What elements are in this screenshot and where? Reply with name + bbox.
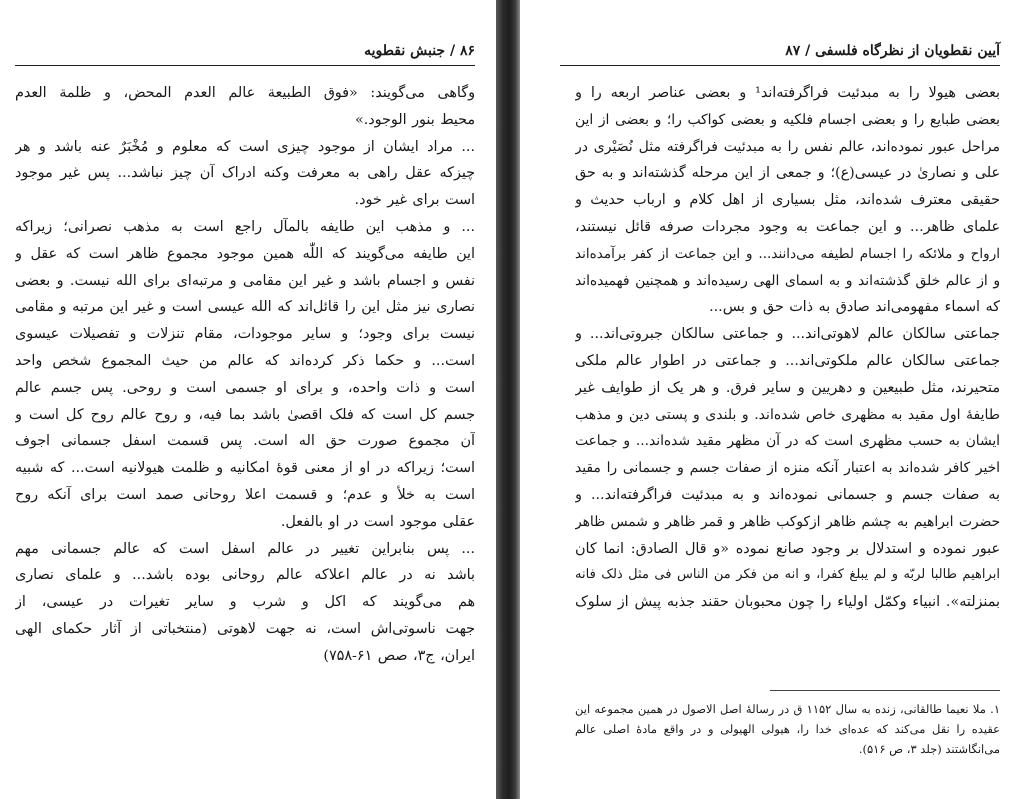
right-page-header: آیین نقطویان از نظرگاه فلسفی / ۸۷ xyxy=(560,30,1000,66)
text-line: جسم کل است که فلک اقصیٰ باشد بما فیه، و روح عالم روح کل است و xyxy=(15,406,475,423)
text-line: است؛ زیراکه در او از معنی قوهٔ امکانیه و ظلمت هیولانیه است... که شبیه xyxy=(15,460,475,477)
right-page xyxy=(520,0,1024,799)
footnote-line: ۱. ملا نعیما طالقانی، زنده به سال ۱۱۵۲ ق در رسالهٔ اصل الاصول در همین مجموعه این xyxy=(575,702,1000,716)
text-line: است به خلأ و عدم؛ و قسمت اعلا روحانی صمد است برای آنکه روح xyxy=(15,486,475,503)
text-line: وگاهی می‌گویند: «فوق الطبیعة عالم العدم المحض، و ظلمة العدم xyxy=(15,85,475,101)
left-page-header: ۸۶ / جنبش نقطویه xyxy=(15,30,475,66)
text-line: هم می‌گویند که اکل و شرب و سایر تغیرات در عیسی، از xyxy=(15,594,475,611)
text-line: چیزکه عقل راهی به معرفت وکنه ادراک آن چیز نباشد... پس غیر موجود xyxy=(15,165,475,182)
text-line: حقیقی معترف شده‌اند، مثل بسیاری از اهل کلام و ارباب حدیث و xyxy=(575,192,1000,209)
text-line: جماعتی سالکان عالم ملکوتی‌اند... و جماعتی در اطوار عالم ملکی xyxy=(575,352,1000,369)
text-line: حضرت ابراهیم به چشم ظاهر ازکوکب ظاهر و قمر ظاهر و شمس ظاهر xyxy=(575,513,1000,530)
text-line: بعضی هیولا را به مبدئیت فراگرفته‌اند¹ و بعضی عناصر اربعه را و xyxy=(575,85,1000,101)
text-line: اخیر کافر شده‌اند به اعتبار آنکه منزه از صفات جسم و جسمانی را مقید xyxy=(575,460,1000,477)
text-line: نصاری نیز مثل این را قائل‌اند که الله عیسی است و غیر این مرتبه و مقامی xyxy=(15,299,475,316)
text-line: جماعتی سالکان عالم لاهوتی‌اند... و جماعتی سالکان جبروتی‌اند... و xyxy=(575,326,1000,343)
footnote-divider xyxy=(770,690,1000,691)
footnote-line: عقیده را نقل می‌کند که عده‌ای خدا را، هیولی الهیولی و در واقع مادهٔ اصلی عالم xyxy=(575,722,1000,736)
text-line: آن مجموع صورت حق اله است. پس قسمت اسفل جسمانی اجوف xyxy=(15,433,475,450)
text-line: ... پس بنابراین تغییر در عالم اسفل است که عالم جسمانی مهم xyxy=(15,540,475,557)
text-line: علی و نصاریٰ در عیسی(ع)؛ و جمعی از این مرحله گذشته‌اند و به حق xyxy=(575,165,1000,182)
left-page xyxy=(0,0,496,799)
text-line: که اسماء مفهومی‌اند صادق به ذات حق و بس... xyxy=(709,299,1000,316)
text-line: ارواح و ملائکه را اجسام لطیفه می‌دانند... و این جماعت از کفر برآمده‌اند xyxy=(575,245,1000,262)
text-line: به صفات جسم و جسمانی نموده‌اند و به مبدئیت فراگرفته‌اند... و xyxy=(575,486,1000,503)
text-line: عقلی موجود است در او بالفعل. xyxy=(280,513,475,530)
text-line: جهت ناسوتی‌اش است، نه جهت لاهوتی (منتخباتی از آثار حکمای الهی xyxy=(15,620,475,637)
right-page-body xyxy=(575,80,1000,616)
text-line: است... و حکما ذکر کرده‌اند که عالم من حیث المجموع شخص واحد xyxy=(15,352,475,369)
left-page-body xyxy=(15,80,475,670)
text-line: است و ذات واحده، و برای او جسمی است و روحی. پس جسم عالم xyxy=(15,379,475,396)
text-line: عبور نموده و استدلال بر وجود صانع نموده «و قال الصادق: انما کان xyxy=(575,540,1000,557)
text-line: بمنزلته». انبیاء وکمّل اولیاء را چون محبوبان حقند جذبه پیش از سلوک xyxy=(575,594,1000,611)
text-line: ایران، ج۳، صص ۶۱-۷۵۸) xyxy=(323,647,475,664)
text-line: نیست برای وجود؛ و سایر موجودات، مقام تنزلات و تفصیلات عیسوی xyxy=(15,326,475,343)
text-line: نفس و اجسام باشد و غیر این مقامی و مرتبه‌ای برای الله نیست. و بعضی xyxy=(15,272,475,289)
book-gutter xyxy=(496,0,520,799)
text-line: باشد نه در عالم اعلاکه عالم روحانی بوده باشد... و علمای نصاری xyxy=(15,567,475,584)
text-line: مراحل عبور نموده‌اند، عالم نفس را به مبدئیت فراگرفته مثل نُصَیْری در xyxy=(575,138,1000,155)
text-line: ابراهیم طالبا لربّه و لم یبلغ کفرا، و انه من فکر من الناس فی مثل ذلک فانه xyxy=(575,567,1000,583)
text-line: محیط بنور الوجود.» xyxy=(354,111,475,128)
footnote-line: می‌انگاشتند (جلد ۳، ص ۵۱۶). xyxy=(858,742,1000,756)
text-line: بعضی طبایع را و بعضی اجسام فلکیه و بعضی کواکب را؛ و بعضی از این xyxy=(575,111,1000,128)
text-line: ایشان به حسب مظهری است که در آن مظهر مقید شده‌اند... و جماعت xyxy=(575,433,1000,450)
text-line: این طایفه می‌گویند که اللّٰه همین موجود مجموع ظاهر است که عقل و xyxy=(15,245,475,262)
text-line: طایفهٔ اول مقید به مظهری خاص شده‌اند. و بلندی و پستی دین و مذهب xyxy=(575,406,1000,423)
text-line: است برای غیر خود. xyxy=(354,192,475,209)
text-line: ... و مذهب این طایفه بالمآل راجع است به مذهب نصرانی؛ زیراکه xyxy=(15,218,475,235)
footnote xyxy=(575,699,1000,759)
text-line: متحیرند، مثل طبیعین و دهریین و سایر فرق. و هر یک از طوایف غیر xyxy=(575,379,1000,396)
text-line: علمای ظاهر... و این جماعت به وجود مجردات صرفه قائل نیستند، xyxy=(575,218,1000,235)
text-line: و از عالم خلق گذشته‌اند و به اسمای الهی رسیده‌اند و همچنین فهمیده‌اند xyxy=(575,272,1000,289)
text-line: ... مراد ایشان از موجود چیزی است که معلوم و مُخْبَرٌ عنه باشد و هر xyxy=(15,138,475,155)
